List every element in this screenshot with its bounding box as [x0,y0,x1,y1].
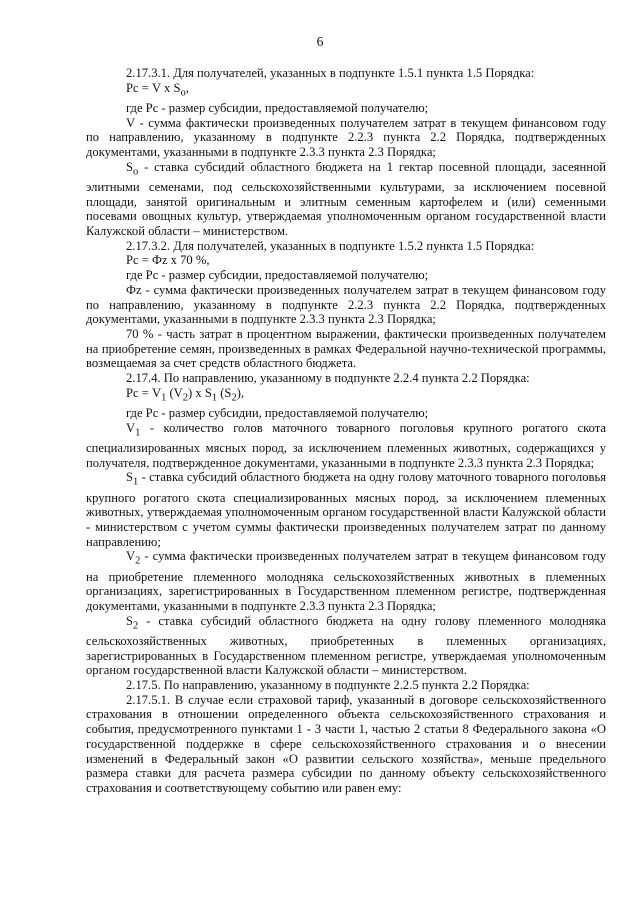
definition-s1: $S_1$ - ставка субсидий областного бюджета на одну голову маточного товарного поголовья крупного рогатого скота специализированных мясных пород, за исключением племенных животных, утверждаемая уполномоченным органом государственной власти Калужской области - министерством с учетом суммы фактически произведенных получателем затрат по данному направлению; [86,470,606,549]
definition-v2: $V_2$ - сумма фактически произведенных получателем затрат в текущем финансовом году на приобретение племенного молодняка сельскохозяйственных животных в племенных организациях, зарегистрированных в Государственном племенном регистре, подтвержденная документами, указанными в подпункте 2.3.3 пункта 2.3 Порядка; [86,549,606,613]
definition-rs-1: где Рс - размер субсидии, предоставляемой получателю; [126,100,429,115]
definition-v: V - сумма фактически произведенных получателем затрат в текущем финансовом году по направлению, указанному в подпункте 2.2.3 пункта 2.2 Порядка, подтвержденных документами, указанными в подпункте 2.3.3 пункта 2.3 Порядка; [86,115,606,160]
document-body [86,66,606,796]
definition-v1: $V_1$ - количество голов маточного товарного поголовья крупного рогатого скота специализированных мясных пород, за исключением племенных животных, содержащихся у получателя, подтвержденное документами, указанными в подпункте 2.3.3 пункта 2.3 Порядка; [86,420,606,470]
formula-3: Рс = $V_1$ $(V_2)$ x $S_1$ $(S_2)$, [126,385,245,404]
paragraph-2-17-5-1: 2.17.5.1. В случае если страховой тариф, указанный в договоре сельскохозяйственного страхования в отношении определенного объекта сельскохозяйственного страхования и события, предусмотренного пунктами 1 - 3 части 1, частью 2 статьи 8 Федерального закона «О государственной поддержке в сфере сельскохозяйственного страхования и о внесении изменений в Федеральный закон «О развитии сельского хозяйства», меньше предельного размера ставки для расчета размера субсидии по данному объекту сельскохозяйственного страхования и соответствующему событию или равен ему: [86,692,606,795]
definition-rs-2: где Рс - размер субсидии, предоставляемой получателю; [126,268,429,283]
paragraph-2-17-3-1: 2.17.3.1. Для получателей, указанных в подпункте 1.5.1 пункта 1.5 Порядка: [126,66,535,80]
definition-70-percent: 70 % - часть затрат в процентном выражении, фактически произведенных получателем на приобретение семян, произведенных в рамках Федеральной научно-технической программы, возмещаемая за счет средств областного бюджета. [86,326,606,371]
definition-s2: $S_2$ - ставка субсидий областного бюджета на одну голову племенного молодняка сельскохозяйственных животных, приобретенных в племенных организациях, зарегистрированных в Государственном племенном регистре, утверждаемая уполномоченным органом государственной власти Калужской области – министерством. [86,613,606,678]
definition-rs-3: где Рс - размер субсидии, предоставляемой получателю; [126,406,429,421]
definition-fz: Фz - сумма фактически произведенных получателем затрат в текущем финансовом году по направлению, указанному в подпункте 2.2.3 пункта 2.2 Порядка, подтвержденных документами, указанными в подпункте 2.3.3 пункта 2.3 Порядка; [86,282,606,327]
formula-1: Рс = V x $S_о$, [126,80,189,99]
definition-so: $S_о$ - ставка субсидий областного бюджета на 1 гектар посевной площади, засеянной элитными семенами, под сельскохозяйственными культурами, за исключением посевной площади, занятой оригинальным и элитным семенным картофелем и (или) семенными посевами овощных культур, утверждаемая уполномоченным органом государственной власти Калужской области – министерством. [86,159,606,239]
page-number: 6 [316,34,324,49]
paragraph-2-17-4: 2.17.4. По направлению, указанному в подпункте 2.2.4 пункта 2.2 Порядка: [126,371,530,386]
formula-2: Рс = Фz x 70 %, [126,253,210,268]
paragraph-2-17-5: 2.17.5. По направлению, указанному в подпункте 2.2.5 пункта 2.2 Порядка: [126,678,530,693]
paragraph-2-17-3-2: 2.17.3.2. Для получателей, указанных в подпункте 1.5.2 пункта 1.5 Порядка: [126,238,535,253]
